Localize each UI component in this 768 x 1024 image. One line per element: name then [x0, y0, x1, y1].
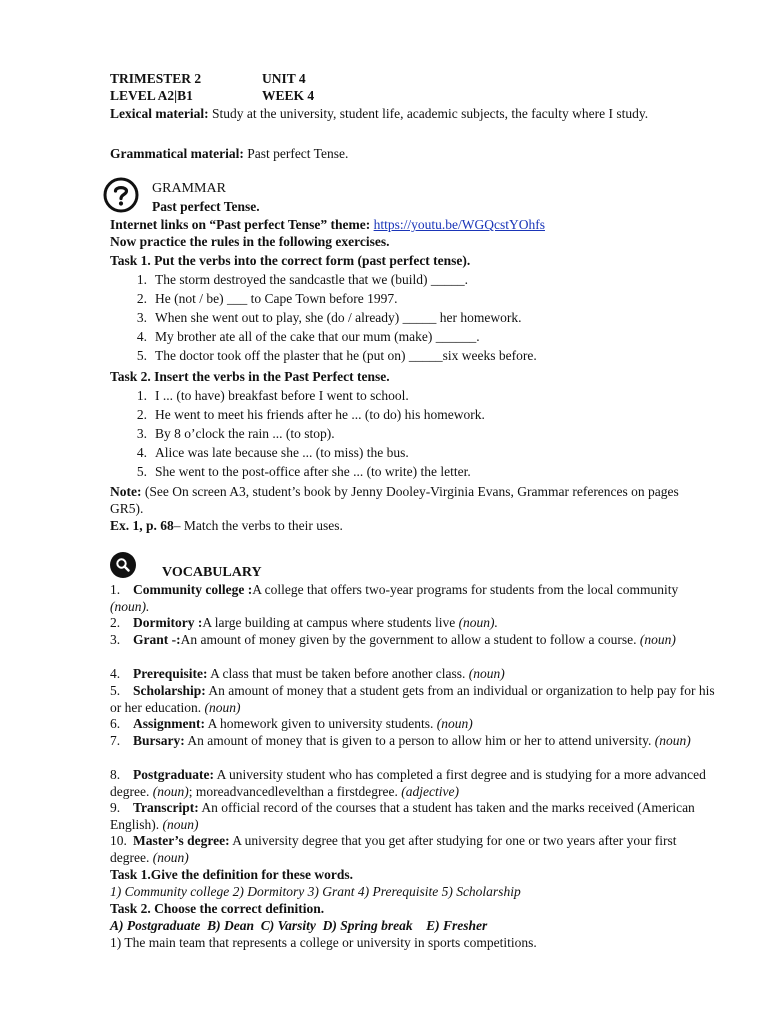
list-item-text: He went to meet his friends after he ... (to do) his homework.	[155, 407, 485, 422]
list-item-text: The storm destroyed the sandcastle that we (build) _____.	[155, 272, 469, 287]
vocabulary-heading: VOCABULARY	[162, 565, 262, 580]
grammar-heading: GRAMMAR	[152, 181, 226, 196]
note-label: Note:	[110, 484, 142, 499]
trimester-label: TRIMESTER 2	[110, 71, 202, 86]
vocab-term: Grant -:	[133, 632, 181, 647]
vocab-item	[110, 715, 715, 732]
list-item-text: Alice was late because she ... (to miss) the bus.	[155, 445, 409, 460]
list-item-text: I ... (to have) breakfast before I went to school.	[155, 388, 409, 403]
vocab-pos: (noun)	[436, 716, 473, 731]
vocab-term: Assignment:	[133, 716, 206, 731]
lexical-material	[110, 105, 710, 122]
grammatical-label: Grammatical material:	[110, 146, 244, 161]
vocab-task2-question: 1) The main team that represents a college or university in sports competitions.	[110, 935, 537, 950]
list-item: 1. I ... (to have) breakfast before I went to school.	[136, 388, 409, 403]
vocab-definition: An amount of money that a student gets from an individual or organization to help pay for his or her education.	[110, 683, 715, 715]
vocab-number: 10.	[110, 833, 127, 848]
vocab-task2-options: A) Postgraduate B) Dean C) Varsity D) Spring break E) Fresher	[110, 918, 488, 933]
vocab-item	[110, 766, 715, 800]
vocab-term: Bursary:	[133, 733, 185, 748]
week-label: WEEK 4	[262, 88, 315, 103]
vocab-task1-words: 1) Community college 2) Dormitory 3) Grant 4) Prerequisite 5) Scholarship	[110, 884, 521, 899]
vocab-definition: A university student who has completed a first degree and is studying for a more advanced degree.	[110, 767, 706, 799]
grammar-note	[110, 483, 715, 517]
vocab-number: 8.	[110, 767, 121, 782]
practice-instruction: Now practice the rules in the following exercises.	[110, 234, 390, 249]
vocab-task1-title: Task 1.Give the definition for these words.	[110, 867, 354, 882]
vocab-number: 5.	[110, 683, 121, 698]
vocab-pos: (noun)	[468, 666, 505, 681]
vocab-definition: An official record of the courses that a student has taken and the marks received (American English).	[110, 800, 695, 832]
vocab-term: Prerequisite:	[133, 666, 208, 681]
exercise-label: Ex. 1, p. 68	[110, 518, 174, 533]
vocab-pos: (noun)	[204, 700, 241, 715]
list-item: 1. The storm destroyed the sandcastle that we (build) _____.	[136, 272, 469, 287]
vocab-number: 2.	[110, 615, 121, 630]
youtube-link[interactable]: https://youtu.be/WGQcstYOhfs	[373, 217, 545, 232]
vocab-item	[110, 581, 715, 615]
vocab-term: Postgraduate:	[133, 767, 214, 782]
level-label: LEVEL A2|B1	[110, 88, 193, 103]
question-icon	[103, 177, 139, 213]
vocab-item	[110, 614, 715, 631]
list-item-text: The doctor took off the plaster that he (put on) _____six weeks before.	[155, 348, 537, 363]
vocab-pos: (noun).	[458, 615, 498, 630]
vocab-item	[110, 631, 715, 648]
vocab-pos: (noun)	[152, 850, 189, 865]
list-item: 2. He went to meet his friends after he ... (to do) his homework.	[136, 407, 485, 422]
search-icon	[110, 552, 136, 578]
vocab-pos: (noun)	[639, 632, 676, 647]
vocab-term: Master’s degree:	[133, 833, 230, 848]
grammar-task2-title: Task 2. Insert the verbs in the Past Perfect tense.	[110, 369, 390, 384]
list-item: 2. He (not / be) ___ to Cape Town before 1997.	[136, 291, 398, 306]
lexical-text: Study at the university, student life, academic subjects, the faculty where I study.	[208, 106, 649, 121]
vocab-pos: (noun)	[162, 817, 199, 832]
list-item: 4. Alice was late because she ... (to miss) the bus.	[136, 445, 409, 460]
list-item: 5. The doctor took off the plaster that he (put on) _____six weeks before.	[136, 348, 537, 363]
exercise-reference	[110, 517, 343, 534]
vocab-item	[110, 732, 715, 749]
vocab-pos: (noun)	[654, 733, 691, 748]
vocab-definition: A homework given to university students.	[205, 716, 437, 731]
vocab-item	[110, 799, 715, 833]
unit-label: UNIT 4	[262, 71, 306, 86]
lexical-label: Lexical material:	[110, 106, 209, 121]
vocab-definition: An amount of money given by the government to allow a student to follow a course.	[180, 632, 640, 647]
vocab-number: 6.	[110, 716, 121, 731]
vocab-definition: A class that must be taken before another class.	[207, 666, 469, 681]
list-item: 4. My brother ate all of the cake that our mum (make) ______.	[136, 329, 480, 344]
links-label: Internet links on “Past perfect Tense” theme:	[110, 217, 371, 232]
vocab-term: Dormitory :	[133, 615, 203, 630]
vocab-definition: An amount of money that is given to a person to allow him or her to attend university.	[184, 733, 655, 748]
list-item-text: My brother ate all of the cake that our mum (make) ______.	[155, 329, 480, 344]
vocab-item	[110, 682, 715, 716]
vocab-number: 9.	[110, 800, 121, 815]
list-item-text: She went to the post-office after she ... (to write) the letter.	[155, 464, 471, 479]
vocab-pos: (noun)	[152, 784, 189, 799]
vocab-number: 4.	[110, 666, 121, 681]
list-item-text: When she went out to play, she (do / already) _____ her homework.	[155, 310, 522, 325]
vocab-term: Transcript:	[133, 800, 199, 815]
vocab-item	[110, 832, 715, 866]
grammar-task1-title: Task 1. Put the verbs into the correct form (past perfect tense).	[110, 253, 471, 268]
list-item: 3. When she went out to play, she (do / already) _____ her homework.	[136, 310, 522, 325]
grammar-subtitle: Past perfect Tense.	[152, 199, 260, 214]
list-item: 5. She went to the post-office after she ... (to write) the letter.	[136, 464, 471, 479]
vocab-term: Scholarship:	[133, 683, 206, 698]
vocab-definition: A university degree that you get after studying for one or two years after your first degree.	[110, 833, 677, 865]
vocab-number: 3.	[110, 632, 121, 647]
vocab-task2-title: Task 2. Choose the correct definition.	[110, 901, 325, 916]
vocab-number: 7.	[110, 733, 121, 748]
exercise-text: – Match the verbs to their uses.	[173, 518, 343, 533]
grammatical-text: Past perfect Tense.	[243, 146, 349, 161]
vocab-definition-extra: ; moreadvancedlevelthan a firstdegree.	[188, 784, 402, 799]
vocab-term: Community college :	[133, 582, 253, 597]
vocab-pos-extra: (adjective)	[401, 784, 459, 799]
vocab-definition: A large building at campus where students live	[202, 615, 459, 630]
vocab-item	[110, 665, 715, 682]
internet-links	[110, 216, 545, 233]
grammatical-material	[110, 145, 348, 162]
list-item-text: He (not / be) ___ to Cape Town before 1997.	[155, 291, 398, 306]
vocab-number: 1.	[110, 582, 121, 597]
note-text: (See On screen A3, student’s book by Jenny Dooley-Virginia Evans, Grammar references on pages GR5).	[110, 484, 679, 516]
vocab-definition: A college that offers two-year programs for students from the local community	[252, 582, 679, 597]
vocab-pos: (noun).	[110, 599, 150, 614]
list-item: 3. By 8 o’clock the rain ... (to stop).	[136, 426, 335, 441]
list-item-text: By 8 o’clock the rain ... (to stop).	[155, 426, 335, 441]
